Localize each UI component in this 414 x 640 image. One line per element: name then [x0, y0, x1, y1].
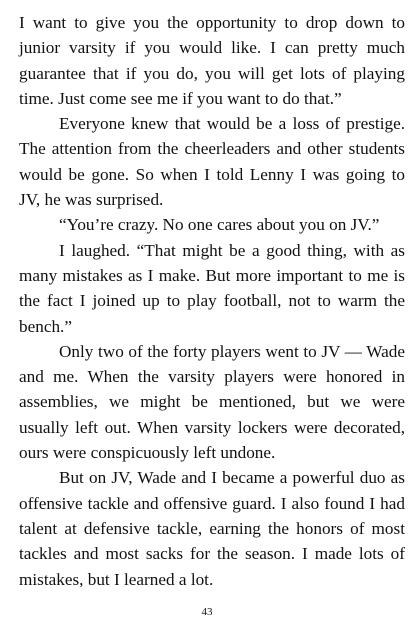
paragraph-laughed: I laughed. “That might be a good thing, with as many mistakes as I make. But more important to me is the fact I joined up to play football, not to warm the bench.”	[19, 240, 405, 336]
page-number: 43	[201, 606, 213, 618]
paragraph-prestige: Everyone knew that would be a loss of prestige. The attention from the cheerleaders and other students would be gone. So when I told Lenny I was going to JV, he was surprised.	[19, 114, 405, 210]
paragraph-two-players: Only two of the forty players went to JV — Wade and me. When the varsity players were honored in assemblies, we might be mentioned, but we were usually left out. When varsity lockers were decorated, ours were conspicuously left undone.	[19, 341, 405, 463]
book-page-text	[19, 10, 405, 592]
paragraph-lenny-reply: “You’re crazy. No one cares about you on JV.”	[59, 215, 380, 235]
paragraph-continuation: I want to give you the opportunity to drop down to junior varsity if you would like. I can pretty much guarantee that if you do, you will get lots of playing time. Just come see me if you want to do that.”	[19, 13, 405, 108]
paragraph-powerful-duo: But on JV, Wade and I became a powerful duo as offensive tackle and offensive guard. I also found I had talent at defensive tackle, earning the honors of most tackles and most sacks for the season. I made lots of mistakes, but I learned a lot.	[19, 468, 405, 589]
